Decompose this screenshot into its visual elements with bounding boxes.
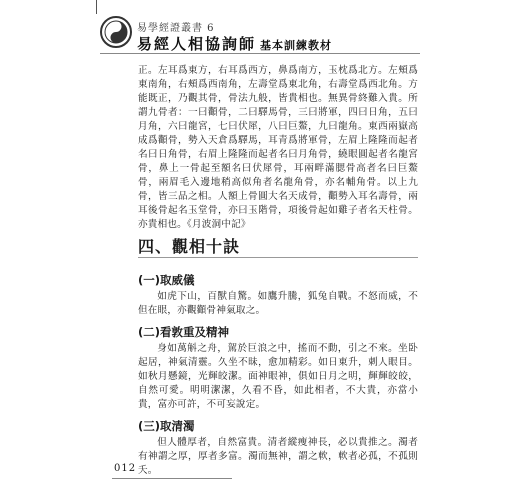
- subsection-title: (二)看敦重及精神: [138, 325, 230, 339]
- crop-mark: [96, 0, 97, 14]
- subsection-body: 如虎下山，百獸自驚。如鷹升騰，狐兔自戰。不怒而威，不但在眼，亦觀顴骨神氣取之。: [138, 291, 418, 316]
- section-rule: [138, 257, 418, 258]
- subsection-body: 身如萬斛之舟，駕於巨浪之中，搖而不動，引之不來。坐卧起居，神氣清靈。久坐不昧，愈加精彩。如日東升，刺人眼目。如秋月懸鏡，光輝皎潔。面神眼神，俱如日月之明，輝輝皎皎，自然可愛。明明潔潔，久看不昏，如此相者，不大貴，亦當小貴，富亦可許，不可妄說定。: [138, 343, 418, 410]
- footer-rule: [112, 478, 232, 479]
- intro-paragraph: 正。左耳爲東方，右耳爲西方，鼻爲南方，玉枕爲北方。左頰爲東南角，右頰爲西南角，左壽堂爲東北角，右壽堂爲西北角。方能既正，乃觀其骨，骨法九般，皆貴相也。無異骨終難入貴。所謂九骨者：一曰顴骨，二曰驛馬骨，三曰將軍，四曰日角，五曰月角，六曰龍宮，七曰伏犀，八曰巨鰲，九曰龍角。東西兩嶽高成爲顴骨，勢入天倉爲驛馬，耳青爲將軍骨，左眉上隆隆而起者名曰日角骨，右眉上隆隆而起者名曰月角骨，繞眼圓起者名龍宮骨，鼻上一骨起至額名曰伏犀骨，耳兩畔滿腮骨高者名曰巨鰲骨，兩眉毛入邊地稍高似角者名龍角骨，亦名輔角骨。以上九骨，皆三品之相。人額上骨圓大名天成骨，顴勢入耳名壽骨，兩耳後骨起名玉堂骨，亦曰玉階骨，項後骨起如雞子者名天柱骨。亦貴相也。《月波洞中記》: [138, 65, 418, 230]
- subsection-title: (三)取清濁: [138, 419, 195, 433]
- header-rule: [100, 53, 420, 54]
- page-number: 012: [114, 463, 137, 474]
- book-title-main: 易經人相協詢師: [137, 35, 257, 53]
- yin-yang-seal-icon: [100, 16, 132, 48]
- subsection-title: (一)取威儀: [138, 273, 195, 287]
- book-subtitle: 基本訓練教材: [260, 39, 333, 52]
- section-heading: 四、觀相十訣: [138, 237, 241, 256]
- series-title: 易學經證叢書 6: [137, 23, 215, 34]
- subsection-body: 但人體厚者，自然富貴。清者縱瘦神長，必以貴推之。濁者有神謂之厚，厚者多富。濁而無神，謂之軟，軟者必孤，不孤則夭。: [138, 437, 418, 476]
- book-title: [137, 33, 332, 54]
